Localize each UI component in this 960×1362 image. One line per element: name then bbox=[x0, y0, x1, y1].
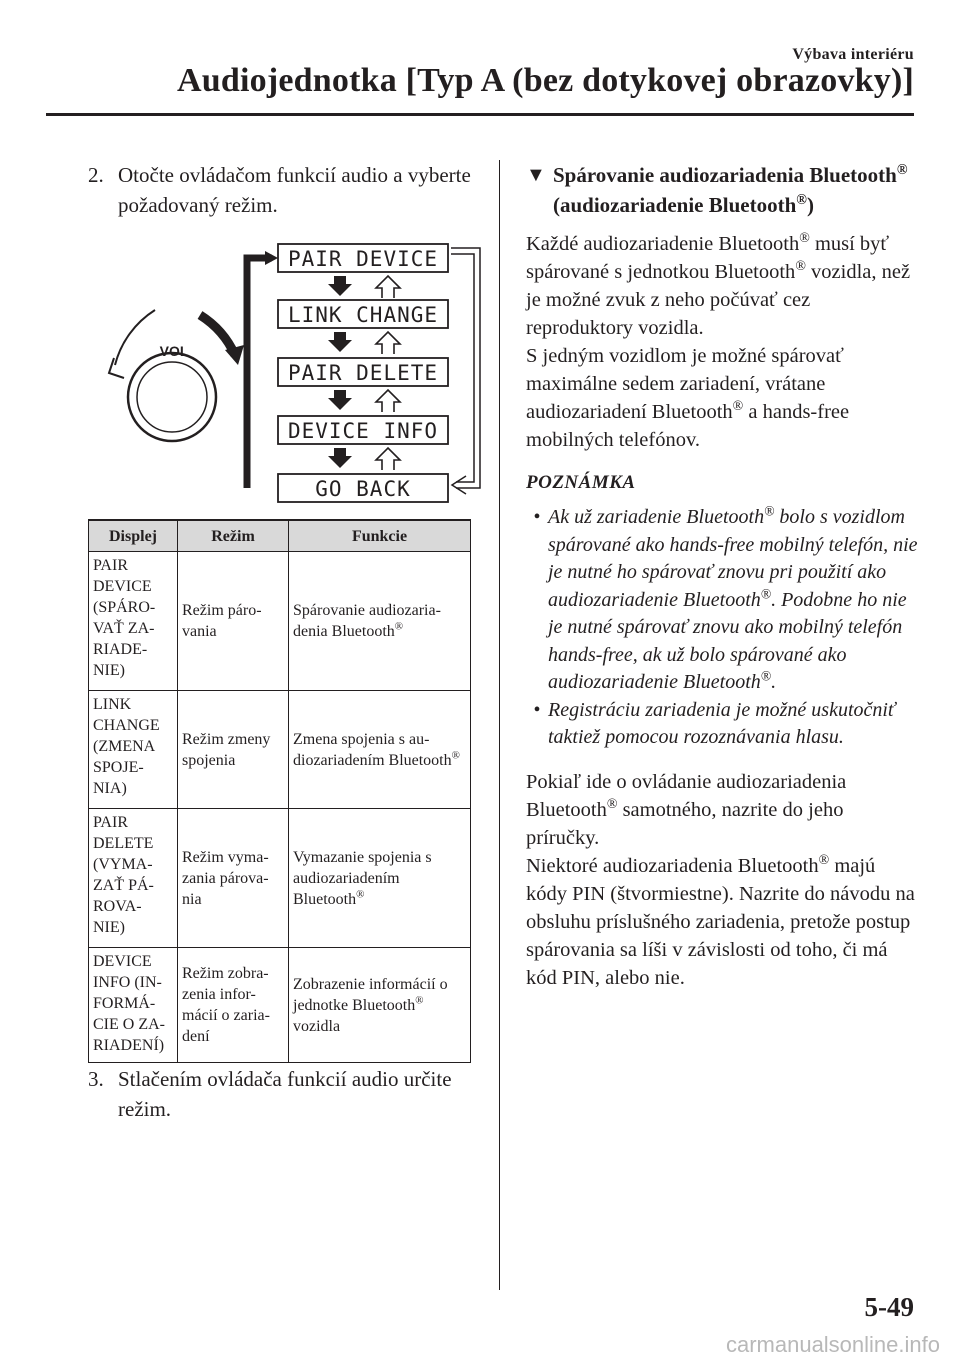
col-header-function: Funkcie bbox=[289, 520, 471, 552]
screen-box bbox=[278, 416, 448, 444]
loop-left-line bbox=[247, 258, 272, 488]
step-text: Otočte ovládačom funkcií audio a vyberte požadovaný režim. bbox=[118, 163, 471, 217]
screen-box bbox=[278, 244, 448, 272]
arrow-down-icon bbox=[328, 390, 352, 410]
diagram-svg bbox=[100, 240, 500, 510]
rotate-left-arrow-icon bbox=[115, 310, 155, 365]
header-divider bbox=[46, 113, 914, 116]
cell-display: LINK CHANGE (ZMENA SPOJE-NIA) bbox=[89, 691, 178, 809]
step-number: 2. bbox=[88, 163, 104, 187]
paragraph-max-devices: S jedným vozidlom je možné spárovať maximálne sedem zariadení, vrátane audiozariadení Bluetooth® a hands-free mobilných telefónov. bbox=[526, 345, 850, 451]
bullet-icon: • bbox=[533, 698, 541, 721]
screen-label: LINK CHANGE bbox=[287, 303, 439, 327]
screen-label: PAIR DELETE bbox=[287, 361, 439, 385]
arrow-up-icon bbox=[376, 448, 400, 470]
screen-label: PAIR DEVICE bbox=[287, 247, 439, 271]
arrow-down-icon bbox=[328, 448, 352, 468]
arrow-down-icon bbox=[328, 276, 352, 296]
loop-right-outer bbox=[451, 248, 480, 488]
note-title: POZNÁMKA bbox=[526, 472, 636, 493]
mode-table bbox=[88, 519, 471, 1063]
screen-label: DEVICE INFO bbox=[287, 419, 439, 443]
bullet-icon: • bbox=[533, 506, 541, 528]
page-title: Audiojednotka [Typ A (bez dotykovej obrazovky)] bbox=[177, 62, 914, 99]
step-2 bbox=[88, 160, 480, 220]
section-heading bbox=[526, 160, 918, 220]
cell-display: PAIR DEVICE (SPÁRO-VAŤ ZA-RIADE-NIE) bbox=[89, 552, 178, 691]
knob-inner-ring bbox=[137, 362, 207, 432]
cell-function: Vymazanie spojenia s audiozariadením Bluetooth® bbox=[289, 809, 471, 948]
watermark: carmanualsonline.info bbox=[725, 1332, 940, 1357]
audio-control-knob bbox=[109, 310, 244, 441]
cell-mode: Režim vyma-zania párova-nia bbox=[178, 809, 289, 948]
mode-selection-diagram bbox=[100, 240, 500, 510]
col-header-display: Displej bbox=[89, 520, 178, 552]
table-row bbox=[89, 691, 471, 809]
section-label: Výbava interiéru bbox=[792, 46, 914, 63]
step-3 bbox=[88, 1064, 480, 1124]
paragraph-pin-codes: Niektoré audiozariadenia Bluetooth® majú kódy PIN (štvormiestne). Nazrite do návodu na obsluhu príslušného zariadenia, pretože postup spárovania sa líši v závislosti od toho, či má kód PIN, alebo nie. bbox=[526, 852, 915, 989]
down-triangle-icon: ▼ bbox=[526, 164, 546, 186]
section-heading-text: Spárovanie audiozariadenia Bluetooth® (audiozariadenie Bluetooth®) bbox=[553, 162, 908, 217]
table-header-row bbox=[89, 520, 471, 552]
loop-right-inner bbox=[451, 254, 474, 482]
vol-label: VOL bbox=[159, 343, 189, 359]
loop-right-arrow-icon bbox=[452, 476, 466, 494]
step-number: 3. bbox=[88, 1067, 104, 1091]
cell-mode: Režim zobra-zenia infor-mácií o zaria-dení bbox=[178, 948, 289, 1063]
paragraph-device-manual: Pokiaľ ide o ovládanie audiozariadenia Bluetooth® samotného, nazrite do jeho príručky. bbox=[526, 770, 847, 849]
arrow-up-icon bbox=[376, 390, 400, 412]
screen-box bbox=[278, 358, 448, 386]
arrow-up-icon bbox=[376, 332, 400, 354]
cell-display: DEVICE INFO (IN-FORMÁ-CIE O ZA-RIADENÍ) bbox=[89, 948, 178, 1063]
screen-box bbox=[278, 474, 448, 502]
page-number: 5-49 bbox=[864, 1292, 914, 1322]
cell-mode: Režim zmeny spojenia bbox=[178, 691, 289, 809]
table-row bbox=[89, 948, 471, 1063]
screen-list bbox=[278, 244, 448, 502]
cell-function: Zmena spojenia s au-diozariadením Bluetooth® bbox=[289, 691, 471, 809]
note-item bbox=[526, 504, 918, 697]
step-text: Stlačením ovládača funkcií audio určite režim. bbox=[118, 1067, 452, 1121]
cell-function: Zobrazenie informácií o jednotke Bluetooth® vozidla bbox=[289, 948, 471, 1063]
left-column bbox=[88, 160, 480, 220]
table-row bbox=[89, 552, 471, 691]
screen-box bbox=[278, 300, 448, 328]
step-3-container bbox=[88, 1064, 480, 1124]
note-text: Registráciu zariadenia je možné uskutočniť taktiež pomocou rozoznávania hlasu. bbox=[548, 698, 896, 748]
note-text: Ak už zariadenie Bluetooth® bolo s vozidlom spárované ako hands-free mobilný telefón, nie je nutné ho spárovať znovu pri použití ako audiozariadenie Bluetooth®. Podobne ho nie je nutné spárovať znovu ako mobilný telefón hands-free, ak už bolo spárované ako audiozariadenie Bluetooth®. bbox=[548, 503, 918, 693]
arrow-up-icon bbox=[376, 276, 400, 298]
col-header-mode: Režim bbox=[178, 520, 289, 552]
table-row bbox=[89, 809, 471, 948]
paragraph-pairing-required: Každé audiozariadenie Bluetooth® musí byť spárované s jednotkou Bluetooth® vozidla, než je možné zvuk z neho počúvať cez reproduktory vozidla. bbox=[526, 231, 911, 339]
cell-display: PAIR DELETE (VYMA-ZAŤ PÁ-ROVA-NIE) bbox=[89, 809, 178, 948]
note-item bbox=[526, 697, 918, 752]
screen-label: GO BACK bbox=[315, 477, 411, 501]
cell-mode: Režim páro-vania bbox=[178, 552, 289, 691]
right-column bbox=[526, 160, 918, 992]
arrow-down-icon bbox=[328, 332, 352, 352]
knob-outer-ring bbox=[128, 353, 216, 441]
cell-function: Spárovanie audiozaria-denia Bluetooth® bbox=[289, 552, 471, 691]
